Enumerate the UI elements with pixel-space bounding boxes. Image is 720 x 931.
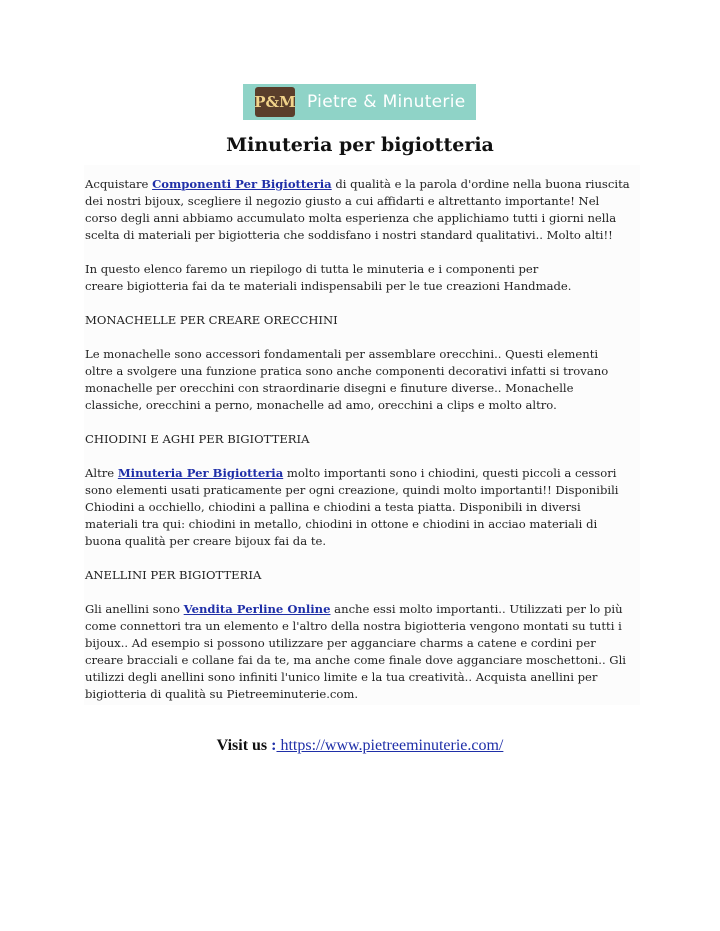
text-line: corso degli anni abbiamo accumulato molta esperienza che applichiamo tutti i giorni nella [85,211,617,225]
text-line: classiche, orecchini a perno, monachelle ad amo, orecchini a clips e molto altro. [85,398,557,412]
text-line: come connettori tra un elemento e l'altro della nostra bigiotteria vengono montati su tutti i [85,619,622,633]
text-line: Le monachelle sono accessori fondamentali per assemblare orecchini.. Questi elementi [85,347,599,361]
text-line: oltre a svolgere una funzione pratica sono anche componenti decorativi infatti si trovano [85,364,609,378]
logo-mark: P&M [255,87,295,117]
page-title: Minuteria per bigiotteria [226,134,494,156]
link-componenti-per-bigiotteria[interactable]: Componenti Per Bigiotteria [152,177,332,191]
text-line [85,601,645,618]
text-line: utilizzi degli anellini sono infiniti l'unico limite e la tua creatività.. Acquista anellini per [85,670,598,684]
text-segment: anche essi molto importanti.. Utilizzati per lo più [330,602,623,616]
text-line: creare bigiotteria fai da te materiali indispensabili per le tue creazioni Handmade. [85,279,572,293]
text-line: monachelle per orecchini con straordinarie disegni e finuture diverse.. Monachelle [85,381,574,395]
visit-label: Visit us [216,737,272,754]
paragraph-summary [85,261,645,295]
text-segment: Gli anellini sono [85,602,184,616]
section-heading-monachelle: MONACHELLE PER CREARE ORECCHINI [85,313,338,327]
text-line: materiali tra qui: chiodini in metallo, chiodini in ottone e chiodini in acciao materiali di [85,517,598,531]
text-line: Chiodini a occhiello, chiodini a pallina e chiodini a testa piatta. Disponibili in diversi [85,500,581,514]
text-line [85,465,645,482]
visit-colon: : [271,737,277,754]
text-line [85,176,645,193]
text-line: In questo elenco faremo un riepilogo di tutta le minuteria e i componenti per [85,262,539,276]
paragraph-intro [85,176,645,244]
link-minuteria-per-bigiotteria[interactable]: Minuteria Per Bigiotteria [117,466,284,480]
link-vendita-perline-online[interactable]: Vendita Perline Online [183,602,331,616]
text-line: bigiotteria di qualità su Pietreeminuterie.com. [85,687,359,701]
section-heading-chiodini: CHIODINI E AGHI PER BIGIOTTERIA [85,432,310,446]
text-line: sono elementi usati praticamente per ogni creazione, quindi molto importanti!! Disponibili [85,483,619,497]
text-segment: di qualità e la parola d'ordine nella buona riuscita [331,177,630,191]
logo [243,84,476,120]
text-segment: Acquistare [85,177,153,191]
text-segment: Altre [85,466,118,480]
website-link[interactable]: https://www.pietreeminuterie.com/ [276,737,504,754]
document-body [85,176,645,720]
text-line: scelta di materiali per bigiotteria che soddisfano i nostri standard qualitativi.. Molto alti!! [85,228,613,242]
text-line: bijoux.. Ad esempio si possono utilizzare per agganciare charms a catene e cordini per [85,636,596,650]
logo-text: Pietre & Minuterie [307,92,466,112]
text-line: dei nostri bijoux, scegliere il negozio giusto a cui affidarti e altrettanto importante! Nel [85,194,600,208]
paragraph-anellini [85,601,645,703]
text-line: buona qualità per creare bijoux fai da te. [85,534,327,548]
paragraph-monachelle [85,346,645,414]
visit-us-footer [0,737,720,755]
text-segment: molto importanti sono i chiodini, questi piccoli a cessori [283,466,617,480]
paragraph-chiodini [85,465,645,550]
text-line: creare bracciali e collane fai da te, ma anche come finale dove agganciare moschettoni.. Gli [85,653,626,667]
section-heading-anellini: ANELLINI PER BIGIOTTERIA [85,568,262,582]
